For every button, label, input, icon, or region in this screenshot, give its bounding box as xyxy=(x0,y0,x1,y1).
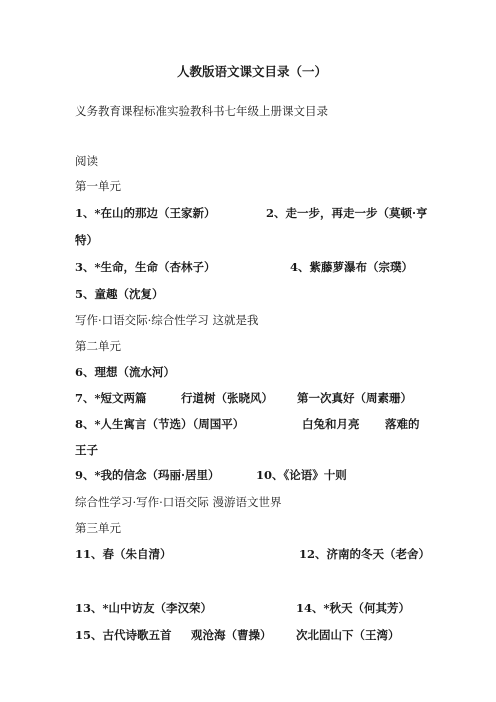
unit1-lesson-5: 5、童趣（沈复） xyxy=(75,287,164,301)
unit3-lesson-12: 12、济南的冬天（老舍） xyxy=(299,547,431,561)
unit3-heading: 第三单元 xyxy=(75,521,121,535)
unit2-lesson-6: 6、理想（流水河） xyxy=(75,365,176,379)
document-subtitle: 义务教育课程标准实验教科书七年级上册课文目录 xyxy=(75,104,328,118)
unit2-lesson-9: 9、*我的信念（玛丽·居里） xyxy=(75,468,220,482)
unit1-lesson-1: 1、*在山的那边（王家新） xyxy=(75,206,216,220)
unit1-lesson-2-continued: 特） xyxy=(75,233,98,247)
unit2-activity: 综合性学习·写作·口语交际 漫游语文世界 xyxy=(75,495,282,509)
unit2-lesson-7-part-2: 第一次真好（周素珊） xyxy=(297,391,412,405)
unit1-lesson-2: 2、走一步，再走一步（莫顿·亨 xyxy=(266,206,428,220)
unit2-lesson-10: 10、《论语》十则 xyxy=(256,468,347,482)
unit3-lesson-15-poem-2: 次北固山下（王湾） xyxy=(296,628,400,642)
unit3-lesson-15-poem-1: 观沧海（曹操） xyxy=(191,628,272,642)
unit1-activity: 写作·口语交际·综合性学习 这就是我 xyxy=(75,313,259,327)
unit1-heading: 第一单元 xyxy=(75,179,121,193)
unit2-lesson-7-part-1: 行道树（张晓风） xyxy=(181,391,273,405)
unit3-lesson-13: 13、*山中访友（李汉荣） xyxy=(75,601,213,615)
document-title: 人教版语文课文目录（一） xyxy=(177,64,328,79)
unit2-heading: 第二单元 xyxy=(75,339,121,353)
unit1-lesson-4: 4、紫藤萝瀑布（宗璞） xyxy=(290,260,414,274)
unit2-lesson-8-part-2: 落难的 xyxy=(385,417,420,431)
unit2-lesson-8: 8、*人生寓言（节选）（周国平） xyxy=(75,417,245,431)
unit3-lesson-11: 11、春（朱自清） xyxy=(75,547,172,561)
unit3-lesson-15: 15、古代诗歌五首 xyxy=(75,628,172,642)
unit2-lesson-7: 7、*短文两篇 xyxy=(75,391,147,405)
unit2-lesson-8-part-2-continued: 王子 xyxy=(75,443,98,457)
unit2-lesson-8-part-1: 白兔和月亮 xyxy=(302,417,360,431)
unit3-lesson-14: 14、*秋天（何其芳） xyxy=(296,601,411,615)
section-heading-reading: 阅读 xyxy=(75,154,98,168)
unit1-lesson-3: 3、*生命，生命（杏林子） xyxy=(75,260,216,274)
